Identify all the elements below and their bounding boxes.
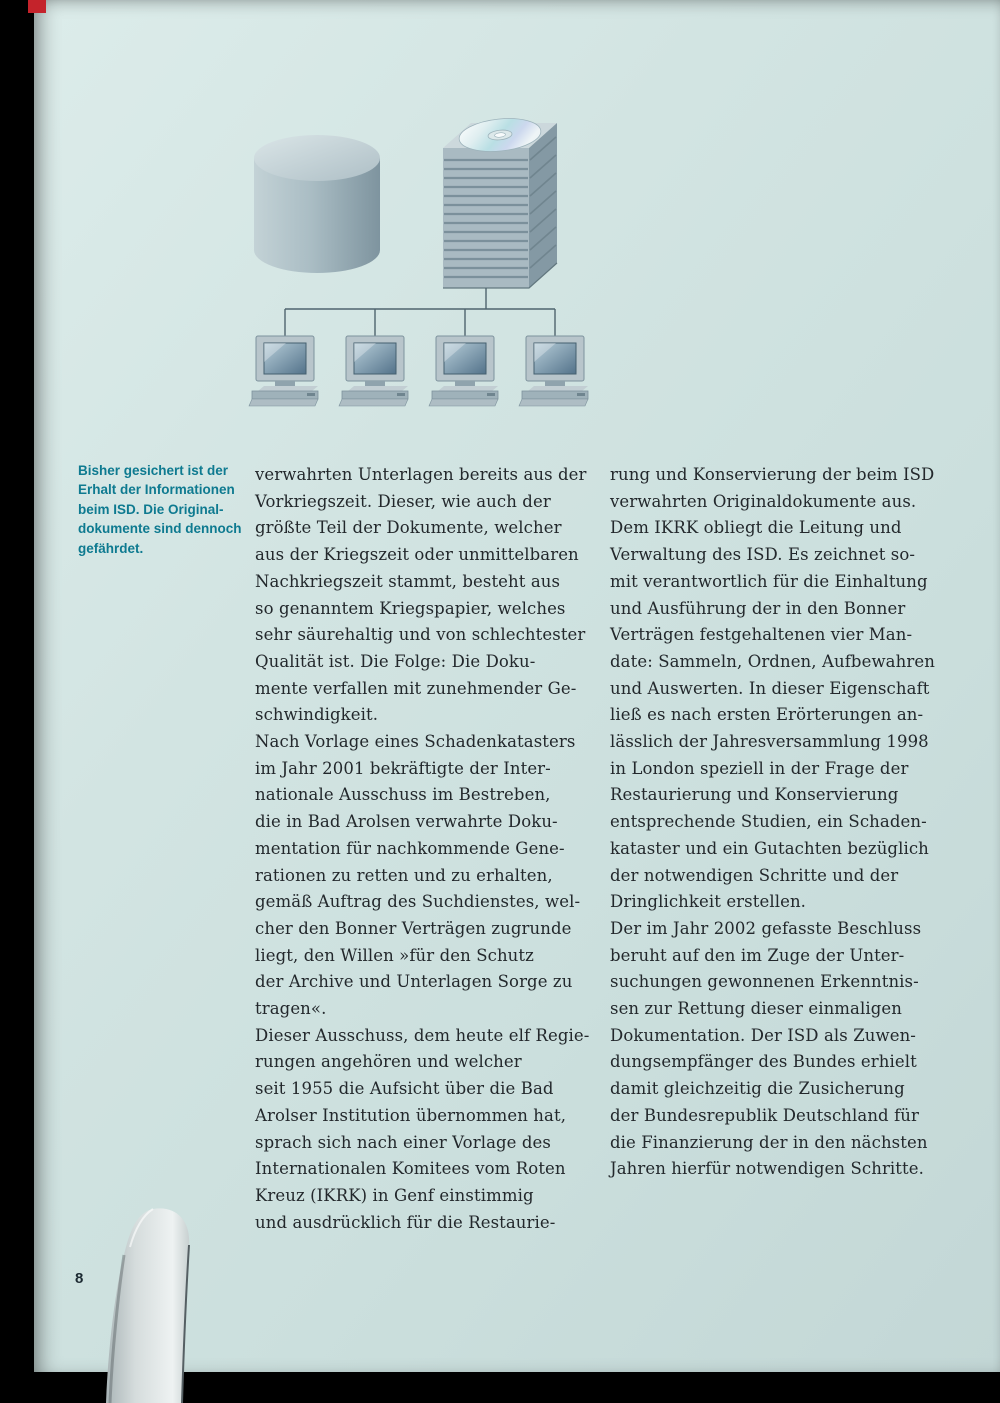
- network-illustration: [230, 78, 620, 423]
- text-line: so genanntem Kriegspapier, welches: [255, 598, 566, 618]
- body-column-left: [255, 462, 605, 1236]
- text-line: schwindigkeit.: [255, 705, 379, 725]
- text-line: rungen angehören und welcher: [255, 1052, 522, 1072]
- text-line: kataster und ein Gutachten bezüglich: [610, 838, 929, 858]
- text-line: liegt, den Willen »für den Schutz: [255, 945, 534, 965]
- text-line: die in Bad Arolsen verwahrte Doku-: [255, 812, 558, 832]
- text-line: Verträgen festgehaltenen vier Man-: [610, 625, 913, 645]
- text-line: beim ISD. Die Original-: [78, 501, 224, 517]
- text-line: Vorkriegszeit. Dieser, wie auch der: [255, 491, 551, 511]
- text-line: seit 1955 die Aufsicht über die Bad: [255, 1079, 554, 1099]
- text-line: Internationalen Komitees vom Roten: [255, 1159, 566, 1179]
- text-line: entsprechende Studien, ein Schaden-: [610, 812, 927, 832]
- text-line: beruht auf den im Zuge der Unter-: [610, 945, 905, 965]
- text-line: mit verantwortlich für die Einhaltung: [610, 571, 928, 591]
- text-line: Dokumentation. Der ISD als Zuwen-: [610, 1025, 916, 1045]
- desktop-computer-icon: [339, 336, 408, 406]
- text-line: und ausdrücklich für die Restaurie-: [255, 1212, 556, 1232]
- text-line: in London speziell in der Frage der: [610, 758, 909, 778]
- text-line: Nachkriegszeit stammt, besteht aus: [255, 571, 561, 591]
- text-line: Verwaltung des ISD. Es zeichnet so-: [610, 545, 916, 565]
- text-line: Dem IKRK obliegt die Leitung und: [610, 518, 902, 538]
- page: [34, 0, 1000, 1372]
- text-line: date: Sammeln, Ordnen, Aufbewahren: [610, 651, 935, 671]
- text-line: mentation für nachkommende Gene-: [255, 838, 565, 858]
- text-line: aus der Kriegszeit oder unmittelbaren: [255, 545, 579, 565]
- text-line: der Bundesrepublik Deutschland für: [610, 1105, 919, 1125]
- text-line: Restaurierung und Konservierung: [610, 785, 899, 805]
- page-curl: [88, 1203, 218, 1403]
- text-line: größte Teil der Dokumente, welcher: [255, 518, 562, 538]
- text-line: und Ausführung der in den Bonner: [610, 598, 906, 618]
- text-line: gemäß Auftrag des Suchdienstes, wel-: [255, 892, 581, 912]
- text-line: rationen zu retten und zu erhalten,: [255, 865, 553, 885]
- text-line: sen zur Rettung dieser einmaligen: [610, 999, 902, 1019]
- text-line: sehr säurehaltig und von schlechtester: [255, 625, 586, 645]
- text-line: suchungen gewonnenen Erkenntnis-: [610, 972, 919, 992]
- photo-caption: [78, 461, 258, 558]
- desktop-computer-icon: [519, 336, 588, 406]
- network-lines: [285, 288, 555, 336]
- text-line: verwahrten Unterlagen bereits aus der: [255, 465, 587, 484]
- text-line: im Jahr 2001 bekräftigte der Inter-: [255, 758, 551, 778]
- text-line: Bisher gesichert ist der: [78, 463, 229, 478]
- text-line: Dieser Ausschuss, dem heute elf Regie-: [255, 1025, 590, 1045]
- text-line: mente verfallen mit zunehmender Ge-: [255, 678, 577, 698]
- database-cylinder-icon: [254, 135, 380, 273]
- red-corner-mark: [28, 0, 46, 13]
- text-line: Nach Vorlage eines Schadenkatasters: [255, 732, 576, 752]
- text-line: Der im Jahr 2002 gefasste Beschluss: [610, 918, 922, 938]
- text-line: dungsempfänger des Bundes erhielt: [610, 1052, 917, 1072]
- text-line: cher den Bonner Verträgen zugrunde: [255, 918, 572, 938]
- text-line: ließ es nach ersten Erörterungen an-: [610, 705, 924, 725]
- text-line: damit gleichzeitig die Zusicherung: [610, 1079, 905, 1099]
- text-line: tragen«.: [255, 999, 327, 1019]
- text-line: gefährdet.: [78, 540, 144, 556]
- text-line: Jahren hierfür notwendigen Schritte.: [610, 1159, 924, 1179]
- text-line: Dringlichkeit erstellen.: [610, 892, 807, 912]
- text-line: der notwendigen Schritte und der: [610, 865, 899, 885]
- text-line: Kreuz (IKRK) in Genf einstimmig: [255, 1185, 534, 1205]
- text-line: dokumente sind dennoch: [78, 521, 242, 537]
- desktop-computer-icon: [429, 336, 498, 406]
- body-column-right: [610, 462, 960, 1183]
- text-line: der Archive und Unterlagen Sorge zu: [255, 972, 573, 992]
- text-line: und Auswerten. In dieser Eigenschaft: [610, 678, 930, 698]
- text-line: verwahrten Originaldokumente aus.: [610, 491, 917, 511]
- text-line: lässlich der Jahresversammlung 1998: [610, 732, 929, 752]
- text-line: sprach sich nach einer Vorlage des: [255, 1132, 551, 1152]
- text-line: nationale Ausschuss im Bestreben,: [255, 785, 551, 805]
- text-line: Arolser Institution übernommen hat,: [255, 1105, 567, 1125]
- text-line: Erhalt der Informationen: [78, 482, 235, 498]
- cd-tower-icon: [443, 115, 557, 288]
- page-number: 8: [75, 1270, 84, 1287]
- text-line: Qualität ist. Die Folge: Die Doku-: [255, 651, 536, 671]
- text-line: die Finanzierung der in den nächsten: [610, 1132, 928, 1152]
- text-line: rung und Konservierung der beim ISD: [610, 465, 935, 484]
- desktop-computer-icon: [249, 336, 318, 406]
